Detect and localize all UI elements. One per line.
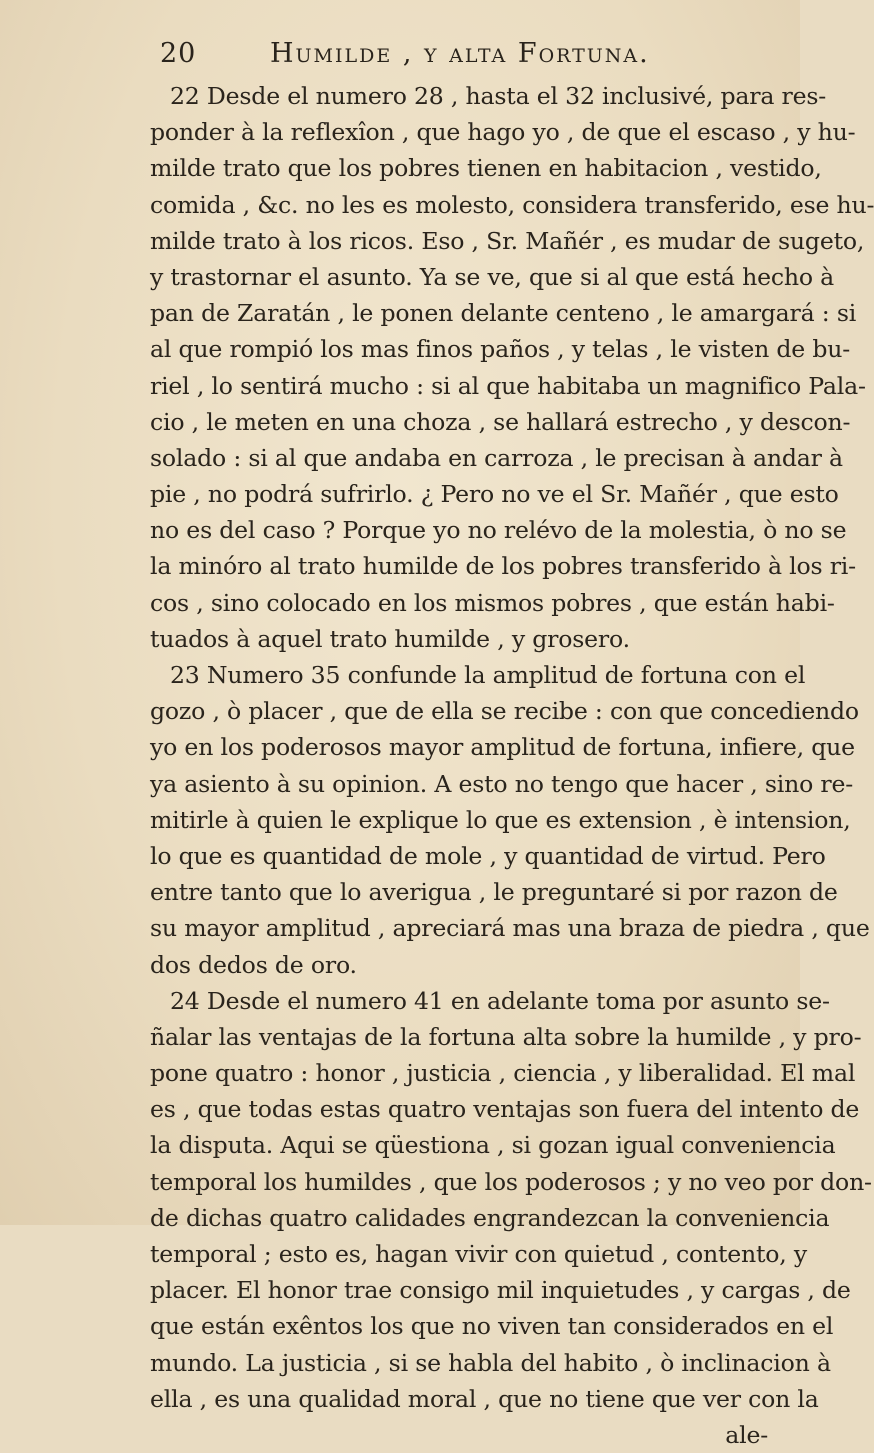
text-line: entre tanto que lo averigua , le preguntaré si por razon de [150,878,838,907]
page-header [160,38,760,78]
text-line: pan de Zaratán , le ponen delante centeno , le amargará : si [150,299,857,328]
page-number: 20 [160,38,197,69]
text-line: comida , &c. no les es molesto, considera transferido, ese hu- [150,190,874,219]
running-title: Humilde , y alta Fortuna. [270,38,650,69]
text-line: la disputa. Aqui se qüestiona , si gozan igual conveniencia [150,1131,836,1160]
text-line: placer. El honor trae consigo mil inquietudes , y cargas , de [150,1276,851,1305]
text-line: de dichas quatro calidades engrandezcan la conveniencia [150,1203,830,1232]
text-line: 24 Desde el numero 41 en adelante toma por asunto se- [170,986,830,1015]
catchword: ale- [725,1420,768,1449]
text-line: es , que todas estas quatro ventajas son fuera del intento de [150,1095,860,1124]
text-line: yo en los poderosos mayor amplitud de fortuna, infiere, que [150,733,855,762]
text-line: temporal los humildes , que los poderosos ; y no veo por don- [150,1167,872,1196]
text-line: riel , lo sentirá mucho : si al que habitaba un magnifico Pala- [150,371,866,400]
text-line: lo que es quantidad de mole , y quantidad de virtud. Pero [150,841,826,870]
text-line: 22 Desde el numero 28 , hasta el 32 inclusivé, para res- [170,82,827,110]
text-line: ella , es una qualidad moral , que no tiene que ver con la [150,1384,819,1413]
text-line: la minóro al trato humilde de los pobres transferido à los ri- [150,552,856,581]
text-line: mundo. La justicia , si se habla del habito , ò inclinacion à [150,1348,831,1377]
text-line: pone quatro : honor , justicia , ciencia , y liberalidad. El mal [150,1059,856,1088]
text-line: ñalar las ventajas de la fortuna alta sobre la humilde , y pro- [150,1022,862,1051]
text-line: gozo , ò placer , que de ella se recibe : con que concediendo [150,697,859,726]
text-line: 23 Numero 35 confunde la amplitud de fortuna con el [170,661,806,689]
text-line: milde trato à los ricos. Eso , Sr. Mañér , es mudar de sugeto, [150,226,865,255]
text-line: temporal ; esto es, hagan vivir con quietud , contento, y [150,1240,808,1268]
text-line: mitirle à quien le explique lo que es extension , è intension, [150,805,851,834]
text-line: dos dedos de oro. [150,950,357,979]
body-text [150,78,874,1453]
text-line: cio , le meten en una choza , se hallará estrecho , y descon- [150,407,851,436]
text-line: solado : si al que andaba en carroza , le precisan à andar à [150,443,843,472]
text-line: no es del caso ? Porque yo no relévo de la molestia, ò no se [150,516,847,545]
text-line: ponder à la reflexîon , que hago yo , de que el escaso , y hu- [150,118,856,147]
text-line: que están exêntos los que no viven tan considerados en el [150,1312,834,1341]
text-line: cos , sino colocado en los mismos pobres , que están habi- [150,588,835,617]
text-line: y trastornar el asunto. Ya se ve, que si al que está hecho à [150,262,835,291]
text-line: al que rompió los mas finos paños , y telas , le visten de bu- [150,335,851,364]
text-line: tuados à aquel trato humilde , y grosero. [150,624,630,653]
text-line: milde trato que los pobres tienen en habitacion , vestido, [150,154,822,183]
text-line: pie , no podrá sufrirlo. ¿ Pero no ve el Sr. Mañér , que esto [150,480,839,509]
text-line: su mayor amplitud , apreciará mas una braza de piedra , que [150,914,870,943]
text-line: ya asiento à su opinion. A esto no tengo que hacer , sino re- [150,769,854,798]
